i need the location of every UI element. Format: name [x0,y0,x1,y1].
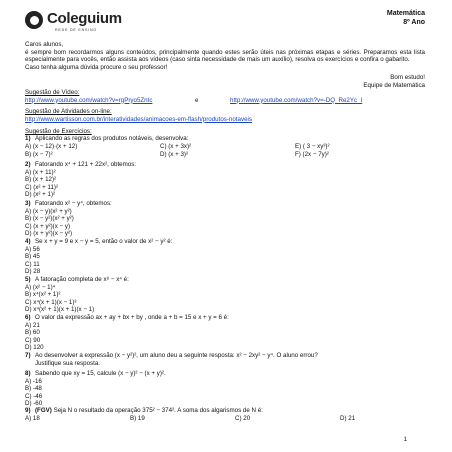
question-number: 6) [25,314,31,321]
option-d: D) x⁴(x² + 1)(x + 1)(x − 1) [25,306,95,314]
option-a: A) 18 [25,415,40,422]
option-c: C) (x + y²)(x − y) [25,222,71,230]
question-text: Seja N o resultado da operação 375² − 374². A soma dos algarismos de N é: [51,407,263,414]
option-f: F) (2x − 7y)² [295,151,329,158]
option-a: A) (x − 12)·(x + 12) [25,143,78,150]
option-a: A) 21 [25,321,40,329]
option-d: D) 120 [25,344,44,352]
greeting: Caros alunos, [25,41,64,48]
intro-closing: Caso tenha alguma dúvida procure o seu professor! [25,63,168,71]
video-link-2[interactable]: http://www.youtube.com/watch?v=-DQ_Re2Yc_I [230,96,363,104]
video-suggestion [25,89,425,105]
coleguium-logo [25,10,120,36]
option-d: D) (x² + 1)² [25,191,56,199]
question-text: Ao desenvolver a expressão (x − y²)², um aluno deu a seguinte resposta: x² − 2xy² − y⁴. O aluno errou? [35,352,318,359]
question-8 [25,370,166,408]
option-a: A) 56 [25,245,40,253]
option-c: C) 11 [25,260,40,268]
option-b: B) 60 [25,329,40,337]
option-a: A) (x² − 1)⁴ [25,283,56,291]
question-number: 3) [25,200,31,207]
question-5 [25,276,129,314]
option-e: E) ( 3 − xy³)² [295,143,330,150]
option-c: C) (x + 3x)² [160,143,192,150]
question-number: 1) [25,135,31,142]
question-text: Fatorando x² − y⁴, obtemos: [35,200,112,207]
question-number: 9) [25,407,31,414]
question-number: 7) [25,352,31,359]
question-text: O valor da expressão ax + ay + bx + by , onde a + b = 15 e x + y = 6 é: [35,314,229,321]
option-c: C) (x² + 11)² [25,183,59,191]
question-text: Se x + y = 9 e x − y = 5, então o valor de x² − y² é: [35,238,173,245]
option-c: C) x⁴(x + 1)(x − 1)³ [25,298,77,306]
logo-mark-icon [25,11,43,29]
logo-name: Coleguium [47,10,122,27]
question-number: 8) [25,370,31,377]
question-text: A fatoração completa de x⁸ − x⁴ é: [35,276,129,283]
option-b: B) x⁴(x² + 1)² [25,291,61,299]
option-a: A) -16 [25,377,42,385]
question-source: (FGV) [35,407,52,414]
question-number: 4) [25,238,31,245]
question-text: Aplicando as regras dos produtos notáveis, desenvolva: [35,135,189,142]
intro-text [25,41,425,71]
question-3 [25,200,112,238]
option-b: B) 19 [130,415,145,422]
video-title: Sugestão de Vídeo: [25,89,80,96]
option-c: C) -46 [25,392,43,400]
intro-paragraph: é sempre bom recordarmos alguns conteúdos, principalmente quando estes serão úteis nas próximas etapas e séries. Preparamos esta lista especialmente para vocês, então assista aos vídeos (caso sinta necessidade de mais um auxílio), resolva os exercícios e confira o gabarito. [25,48,425,64]
question-text-continued: Justifique sua resposta. [35,359,101,367]
page-number: 1 [403,436,407,443]
question-9 [25,407,425,425]
logo-subtitle: REDE DE ENSINO [55,28,97,32]
activities-link[interactable]: http://www.wartisson.com.br/interatividades/animacoes-em-flash/produtos-notaveis [25,115,252,123]
subject-title: Matemática [386,10,425,17]
sign-line-1: Bom estudo! [390,74,425,81]
question-text: Fatorando x⁴ + 121 + 22x², obtemos: [35,161,137,168]
option-d: D) (x + y²)(x − y²) [25,230,73,238]
activities-suggestion [25,108,252,123]
question-number: 5) [25,276,31,283]
option-d: D) 28 [25,268,41,276]
question-7 [25,352,430,367]
option-c: C) 90 [25,336,41,344]
option-d: D) (x + 3)² [160,151,189,158]
question-4 [25,238,172,276]
video-link-1[interactable]: http://www.youtube.com/watch?v=rgPryo5Zntc [25,96,153,104]
option-b: B) (x − 7)² [25,151,53,158]
exercises-title: Sugestão de Exercícios: [25,128,92,135]
option-b: B) -48 [25,385,42,393]
activities-title: Sugestão de Atividades on-line: [25,108,112,115]
option-c: C) 20 [235,415,251,422]
option-b: B) (x − y²)(x² + y²) [25,215,74,223]
signature [363,74,425,89]
option-d: D) 21 [340,415,356,422]
option-d: D) -60 [25,400,43,408]
option-b: B) 45 [25,253,40,261]
option-a: A) (x + 11)² [25,168,56,176]
option-b: B) (x + 12)² [25,176,57,184]
grade-label: 8º Ano [403,18,425,26]
subject-header [387,10,425,28]
question-2 [25,161,136,199]
question-6 [25,314,229,352]
question-number: 2) [25,161,31,168]
video-separator: e [195,96,199,104]
question-text: Sabendo que xy = 15, calcule (x − y)² − (x + y)². [35,370,166,377]
option-a: A) (x − y)(x² + y²) [25,207,72,215]
sign-line-2: Equipe de Matemática [363,81,425,89]
